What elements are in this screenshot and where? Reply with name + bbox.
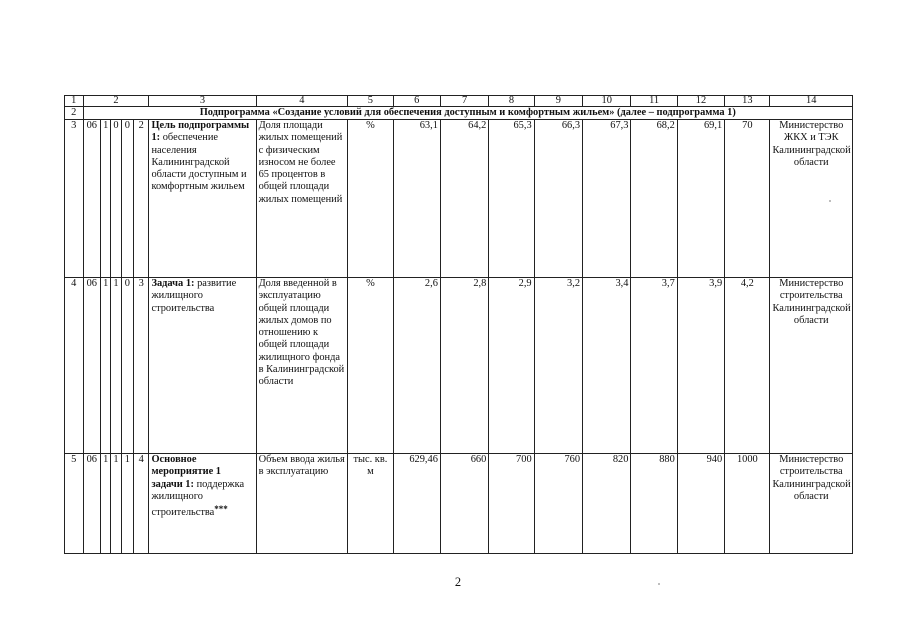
col-num-11: 11 [631, 96, 677, 107]
subprogram-title: Подпрограмма «Создание условий для обеспечения доступным и комфортным жильем» (далее – подпрограмма 1) [83, 107, 852, 120]
code-cell: 06 [83, 278, 101, 454]
table-row-task [65, 278, 853, 454]
code-cell: 0 [121, 278, 133, 454]
responsible-cell: Министерство строительства Калининградской области [770, 454, 853, 554]
table-row-goal [65, 120, 853, 278]
value-cell: 820 [583, 454, 631, 554]
unit-cell: % [348, 120, 393, 278]
row-number: 2 [65, 107, 84, 120]
value-cell: 68,2 [631, 120, 677, 278]
name-text: обеспечение населения Калининградской области доступным и комфортным жильем [151, 132, 247, 193]
footnote-mark: *** [214, 504, 228, 515]
code-cell: 1 [101, 454, 111, 554]
code-cell: 4 [133, 454, 148, 554]
name-text: поддержка жилищного строительства [151, 478, 245, 519]
code-cell: 06 [83, 454, 101, 554]
col-num-7: 7 [440, 96, 488, 107]
row-number: 3 [65, 120, 84, 278]
indicator-cell: Доля введенной в эксплуатацию общей площади жилых домов по отношению к общей площади жилищного фонда в Калининградской области [256, 278, 348, 454]
value-cell: 70 [725, 120, 770, 278]
value-cell: 3,4 [583, 278, 631, 454]
value-cell: 2,6 [393, 278, 440, 454]
value-cell: 66,3 [534, 120, 582, 278]
col-num-4: 4 [256, 96, 348, 107]
col-num-14: 14 [770, 96, 853, 107]
table-row-activity [65, 454, 853, 554]
column-number-row [65, 96, 853, 107]
col-num-3: 3 [149, 96, 256, 107]
unit-cell: тыс. кв. м [348, 454, 393, 554]
name-text: развитие жилищного строительства [151, 278, 237, 314]
value-cell: 4,2 [725, 278, 770, 454]
col-num-2: 2 [83, 96, 149, 107]
col-num-8: 8 [489, 96, 534, 107]
value-cell: 69,1 [677, 120, 724, 278]
col-num-5: 5 [348, 96, 393, 107]
code-cell: 3 [133, 278, 148, 454]
value-cell: 3,9 [677, 278, 724, 454]
value-cell: 760 [534, 454, 582, 554]
value-cell: 660 [440, 454, 488, 554]
col-num-10: 10 [583, 96, 631, 107]
responsible-cell: Министерство ЖКХ и ТЭК Калининградской области [770, 120, 853, 278]
value-cell: 629,46 [393, 454, 440, 554]
value-cell: 63,1 [393, 120, 440, 278]
code-cell: 0 [121, 120, 133, 278]
scan-speck [829, 200, 831, 202]
value-cell: 880 [631, 454, 677, 554]
value-cell: 67,3 [583, 120, 631, 278]
value-cell: 700 [489, 454, 534, 554]
value-cell: 3,2 [534, 278, 582, 454]
name-cell [149, 454, 256, 554]
col-num-12: 12 [677, 96, 724, 107]
code-cell: 1 [111, 278, 121, 454]
code-cell: 1 [101, 120, 111, 278]
code-cell: 1 [121, 454, 133, 554]
unit-cell: % [348, 278, 393, 454]
responsible-cell: Министерство строительства Калининградской области [770, 278, 853, 454]
indicator-cell: Объем ввода жилья в эксплуатацию [256, 454, 348, 554]
name-cell [149, 278, 256, 454]
value-cell: 2,8 [440, 278, 488, 454]
program-table [64, 95, 853, 554]
code-cell: 06 [83, 120, 101, 278]
col-num-6: 6 [393, 96, 440, 107]
page-number: 2 [454, 575, 462, 589]
value-cell: 2,9 [489, 278, 534, 454]
row-number: 4 [65, 278, 84, 454]
value-cell: 940 [677, 454, 724, 554]
name-heading: Задача 1: [151, 278, 195, 289]
value-cell: 3,7 [631, 278, 677, 454]
scan-speck [658, 583, 660, 585]
name-heading: Цель подпрограммы 1: [151, 120, 250, 144]
row-number: 5 [65, 454, 84, 554]
name-heading: Основное мероприятие 1 задачи 1: [151, 454, 221, 490]
indicator-cell: Доля площади жилых помещений с физическим износом не более 65 процентов в общей площади жилых помещений [256, 120, 348, 278]
code-cell: 1 [111, 454, 121, 554]
col-num-9: 9 [534, 96, 582, 107]
name-cell [149, 120, 256, 278]
value-cell: 64,2 [440, 120, 488, 278]
value-cell: 1000 [725, 454, 770, 554]
subprogram-row [65, 107, 853, 120]
col-num-13: 13 [725, 96, 770, 107]
code-cell: 1 [101, 278, 111, 454]
col-num-1: 1 [65, 96, 84, 107]
value-cell: 65,3 [489, 120, 534, 278]
code-cell: 2 [133, 120, 148, 278]
code-cell: 0 [111, 120, 121, 278]
